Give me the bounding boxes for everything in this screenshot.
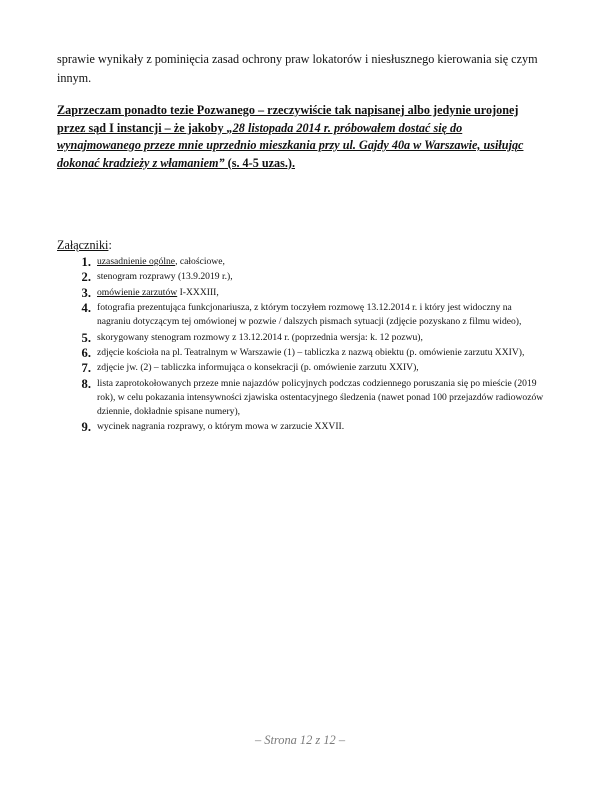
attachment-number: 4. [81, 301, 91, 316]
attachment-item [57, 286, 547, 300]
attachment-item [57, 377, 547, 419]
attachment-text: I-XXXIII, [177, 286, 219, 298]
statement-part1: Zaprzeczam ponadto tezie Pozwanego – rzeczywiście tak napisanej albo jedynie urojonej przez sąd I instancji – że jakoby [57, 103, 519, 135]
attachments-heading [57, 237, 112, 254]
paragraph-continuation: sprawie wynikały z pominięcia zasad ochrony praw lokatorów i niesłusznego kierowania się czym innym. [57, 52, 538, 85]
attachment-text: zdjęcie kościoła na pl. Teatralnym w Warszawie (1) – tabliczka z nazwą obiektu (p. omówienie zarzutu XXIV), [97, 346, 525, 358]
attachments-title: Załączniki [57, 238, 109, 252]
attachment-item [57, 301, 547, 329]
attachment-number: 6. [81, 345, 91, 360]
statement-part2: (s. 4-5 uzas.). [224, 155, 296, 170]
statement-quote: „28 listopada 2014 r. próbowałem dostać się do wynajmowanego przeze mnie uprzednio mieszkania przy ul. Gajdy 40a w Warszawie, usiłując dokonać kradzieży z włamaniem” [57, 120, 524, 170]
page-footer: – Strona 12 z 12 – [254, 733, 346, 747]
denial-statement [57, 102, 527, 172]
attachment-item [57, 270, 547, 284]
attachment-link: omówienie zarzutów [97, 286, 178, 298]
attachment-number: 3. [81, 285, 91, 300]
attachment-item [57, 361, 547, 375]
attachment-item [57, 331, 547, 345]
attachment-link: uzasadnienie ogólne [97, 256, 176, 267]
attachment-item [57, 346, 547, 360]
attachment-number: 8. [81, 376, 91, 391]
attachment-text: zdjęcie jw. (2) – tabliczka informująca o konsekracji (p. omówienie zarzutu XXIV), [97, 362, 419, 374]
attachment-text: lista zaprotokołowanych przeze mnie najazdów policyjnych podczas codziennego poruszania się po mieście (2019 rok), w celu pokazania intensywności zjawiska ostentacyjnego śledzenia (nawet ponad 100 przejazdów radiowozów dziennie, dokładnie spisane numery), [97, 377, 544, 417]
attachment-text: wycinek nagrania rozprawy, o którym mowa w zarzucie XXVII. [97, 421, 345, 433]
attachment-item [57, 420, 547, 434]
attachment-text: fotografia prezentująca funkcjonariusza, z którym toczyłem rozmowę 13.12.2014 r. i który jest widoczny na nagraniu dotyczącym tej omówionej w pozwie / dalszych pismach sytuacji (zdjęcie pozyskano z filmu wideo), [97, 302, 522, 328]
attachment-item [57, 255, 547, 269]
attachment-text: skorygowany stenogram rozmowy z 13.12.2014 r. (poprzednia wersja: k. 12 pozwu), [97, 331, 423, 343]
attachments-list [57, 255, 547, 436]
attachments-colon: : [108, 238, 112, 252]
attachment-number: 5. [81, 330, 91, 345]
attachment-number: 2. [81, 270, 91, 285]
attachment-text: , całościowe, [175, 256, 225, 267]
attachment-number: 9. [81, 420, 91, 435]
attachment-number: 7. [81, 361, 91, 376]
attachment-text: stenogram rozprawy (13.9.2019 r.), [97, 271, 233, 283]
attachment-number: 1. [81, 255, 91, 269]
